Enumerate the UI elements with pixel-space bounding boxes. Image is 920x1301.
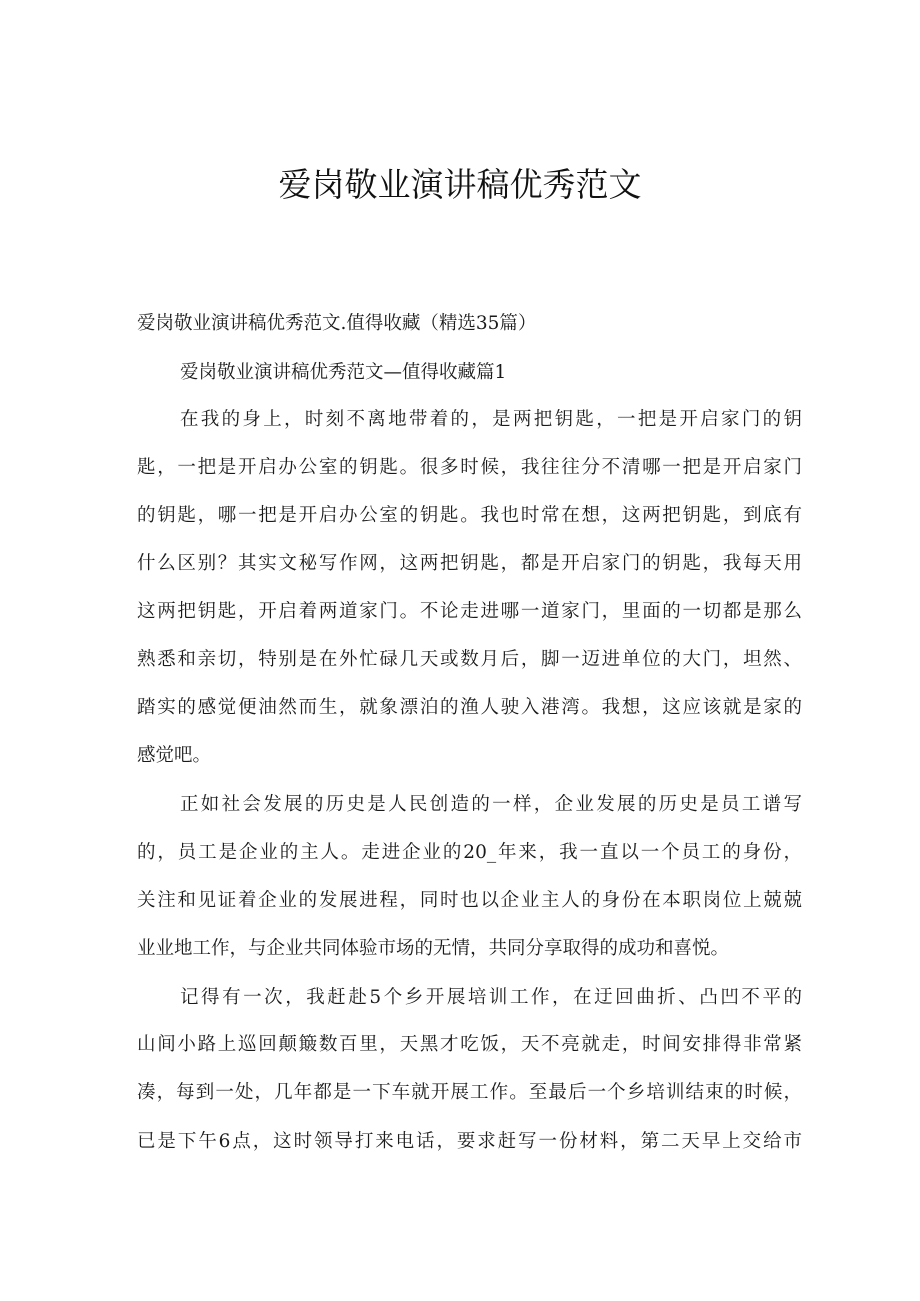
paragraph-line: 匙，一把是开启办公室的钥匙。很多时候，我往往分不清哪一把是开启家门 [137, 457, 802, 478]
section-heading: 爱岗敬业演讲稿优秀范文—值得收藏篇1 [180, 362, 507, 383]
paragraph-line: 的，员工是企业的主人。走进企业的20_年来，我一直以一个员工的身份， [137, 842, 802, 863]
paragraph-line: 感觉吧。 [137, 745, 212, 766]
document-subtitle: 爱岗敬业演讲稿优秀范文.值得收藏（精选35篇） [137, 313, 537, 334]
paragraph-line: 什么区别？其实文秘写作网，这两把钥匙，都是开启家门的钥匙，我每天用 [137, 553, 802, 574]
document-title: 爱岗敬业演讲稿优秀范文 [278, 165, 642, 204]
paragraph-line: 已是下午6点，这时领导打来电话，要求赶写一份材料，第二天早上交给市 [137, 1131, 802, 1152]
paragraph-line: 正如社会发展的历史是人民创造的一样，企业发展的历史是员工谱写 [180, 794, 802, 815]
paragraph-line: 这两把钥匙，开启着两道家门。不论走进哪一道家门，里面的一切都是那么 [137, 601, 802, 622]
paragraph-line: 业业地工作，与企业共同体验市场的无情，共同分享取得的成功和喜悦。 [137, 938, 730, 959]
paragraph-line: 记得有一次，我赶赴5个乡开展培训工作，在迂回曲折、凸凹不平的 [180, 987, 802, 1008]
paragraph-line: 山间小路上巡回颠簸数百里，天黑才吃饭，天不亮就走，时间安排得非常紧 [137, 1034, 802, 1055]
paragraph-line: 踏实的感觉便油然而生，就象漂泊的渔人驶入港湾。我想，这应该就是家的 [137, 697, 802, 718]
paragraph-line: 在我的身上，时刻不离地带着的，是两把钥匙，一把是开启家门的钥 [180, 409, 802, 430]
paragraph-line: 熟悉和亲切，特别是在外忙碌几天或数月后，脚一迈进单位的大门，坦然、 [137, 649, 802, 670]
paragraph-line: 关注和见证着企业的发展进程，同时也以企业主人的身份在本职岗位上兢兢 [137, 890, 802, 911]
paragraph-line: 凑，每到一处，几年都是一下车就开展工作。至最后一个乡培训结束的时候， [137, 1082, 802, 1103]
paragraph-line: 的钥匙，哪一把是开启办公室的钥匙。我也时常在想，这两把钥匙，到底有 [137, 505, 802, 526]
